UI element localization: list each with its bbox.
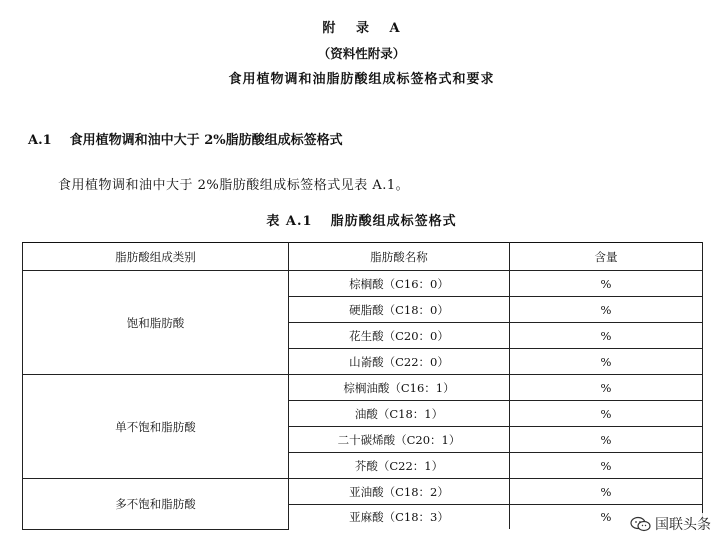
acid-name-cell: 棕榈酸（C16：0） (289, 271, 510, 297)
category-cell: 饱和脂肪酸 (23, 271, 289, 375)
table-row (23, 375, 703, 401)
category-cell: 多不饱和脂肪酸 (23, 479, 289, 530)
content-cell: % (510, 401, 703, 427)
appendix-subtitle: （资料性附录） (317, 46, 406, 61)
content-cell: % (510, 297, 703, 323)
content-cell: % (510, 349, 703, 375)
acid-name-cell: 油酸（C18：1） (289, 401, 510, 427)
watermark (626, 513, 715, 535)
acid-name-cell: 棕榈油酸（C16：1） (289, 375, 510, 401)
table-header-row (23, 243, 703, 271)
section-heading (28, 129, 343, 148)
content-cell: % (510, 427, 703, 453)
section-number: A.1 (28, 133, 52, 148)
table-row (23, 271, 703, 297)
acid-name-cell: 花生酸（C20：0） (289, 323, 510, 349)
table-caption-number: 表 A.1 (266, 214, 313, 229)
content-cell: % (510, 323, 703, 349)
category-cell: 单不饱和脂肪酸 (23, 375, 289, 479)
acid-name-cell: 硬脂酸（C18：0） (289, 297, 510, 323)
table-row (23, 479, 703, 505)
watermark-text: 国联头条 (655, 517, 711, 533)
content-cell: % (510, 479, 703, 505)
header-name: 脂肪酸名称 (289, 243, 510, 271)
appendix-main-title: 食用植物调和油脂肪酸组成标签格式和要求 (228, 72, 495, 87)
content-cell: % (510, 453, 703, 479)
content-cell: % (510, 505, 703, 530)
header-content: 含量 (510, 243, 703, 271)
wechat-icon (630, 516, 652, 532)
acid-name-cell: 芥酸（C22：1） (289, 453, 510, 479)
header-category: 脂肪酸组成类别 (23, 243, 289, 271)
content-cell: % (510, 271, 703, 297)
acid-name-cell: 亚油酸（C18：2） (289, 479, 510, 505)
acid-name-cell: 亚麻酸（C18：3） (289, 505, 510, 530)
acid-name-cell: 二十碳烯酸（C20：1） (289, 427, 510, 453)
acid-name-cell: 山嵛酸（C22：0） (289, 349, 510, 375)
table-caption-text: 脂肪酸组成标签格式 (330, 214, 457, 229)
appendix-title: 附 录 A (322, 21, 401, 36)
section-body-text: 食用植物调和油中大于 2%脂肪酸组成标签格式见表 A.1。 (58, 178, 410, 193)
section-heading-text: 食用植物调和油中大于 2%脂肪酸组成标签格式 (69, 133, 343, 148)
content-cell: % (510, 375, 703, 401)
fatty-acid-table (22, 242, 703, 530)
table-caption (0, 210, 723, 229)
